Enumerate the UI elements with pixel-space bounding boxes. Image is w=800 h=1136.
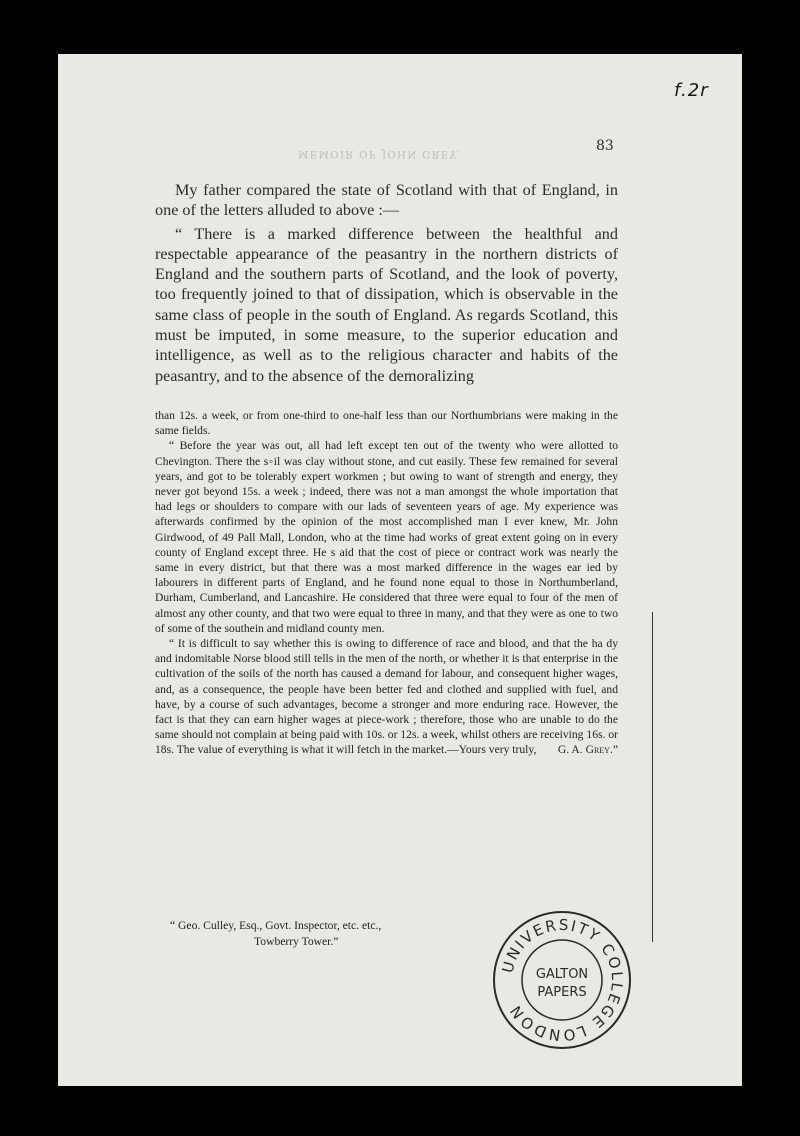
large-text-block — [155, 180, 618, 386]
paragraph-quote-scotland: “ There is a marked difference between the healthful and respectable appearance of the peasantry in the northern districts of England and the southern parts of Scotland, and the look of poverty, too frequently joined to that of dissipation, which is observable in the same class of people in the south of England. As regards Scotland, this must be imputed, in some measure, to the superior education and intelligence, as well as to the religious character and habits of the peasantry, and to the absence of the demoralizing — [155, 224, 618, 385]
race-text: “ It is difficult to say whether this is owing to difference of race and blood, and that the ha dy and indomitable Norse blood still tells in the men of the north, or whether it is that enterprise in the cultivation of the soils of the north has caused a demand for labour, and consequent higher wages, and, as a consequence, the people have been better fed and clothed and supplied with fuel, and have, by a course of such advantages, become a stronger and more enduring race. However, the fact is that they can earn higher wages at piece-work ; therefore, those who are unable to do the same should not complain at being paid with 10s. or 12s. a week, whilst others are receiving 16s. or 18s. The value of everything is what it will fetch in the market.—Yours very truly, — [155, 637, 618, 757]
small-text-block — [155, 408, 618, 758]
stamp-outer-text: UNIVERSITY COLLEGE LONDON — [498, 915, 627, 1045]
paragraph-intro: My father compared the state of Scotland with that of England, in one of the letters alluded to above :— — [155, 181, 618, 220]
folio-mark: f.2r — [674, 80, 709, 101]
running-head-showthrough: MEMOIR OF JOHN GREY. — [298, 148, 462, 159]
paragraph-wages: than 12s. a week, or from one-third to one-half less than our Northumbrians were making in the same fields. — [155, 409, 618, 438]
stamp-inner-text-2: PAPERS — [537, 985, 587, 1000]
page-number: 83 — [596, 138, 614, 154]
paragraph-race — [155, 636, 618, 758]
galton-papers-stamp — [490, 908, 634, 1052]
closing-line-1: “ Geo. Culley, Esq., Govt. Inspector, etc. etc., — [170, 919, 382, 932]
closing-address — [170, 918, 381, 950]
margin-pencil-line — [652, 612, 653, 942]
signature: G. A. Grey.” — [557, 743, 618, 757]
stamp-inner-text-1: GALTON — [535, 967, 589, 982]
paragraph-chevington: “ Before the year was out, all had left except ten out of the twenty who were allotted to Chevington. There the s◦il was clay without stone, and cut easily. These few remained for several years, and got to be tolerably expert workmen ; but owing to want of strength and energy, they never got beyond 15s. a week ; indeed, there was not a man amongst the whole importation that had legs or shoulders to compare with our lads of seventeen years of age. My experience was afterwards confirmed by the opinion of the most accomplished man I ever knew, Mr. John Girdwood, of 49 Pall Mall, London, who at the time had works of great extent going on in every county of England except three. He s aid that the cost of piece or contract work was nearly the same in every district, but that there was a most marked difference in the wages ear ied by labourers in different parts of England, and he found none equal to those in Northumberland, Durham, Cumberland, and Lancashire. He considered that three were equal to four of the men of almost any other county, and that two were equal to three in many, and that they were as one to two of some of the southein and midland county men. — [155, 439, 618, 635]
closing-line-2: Towberry Tower.” — [254, 935, 339, 948]
